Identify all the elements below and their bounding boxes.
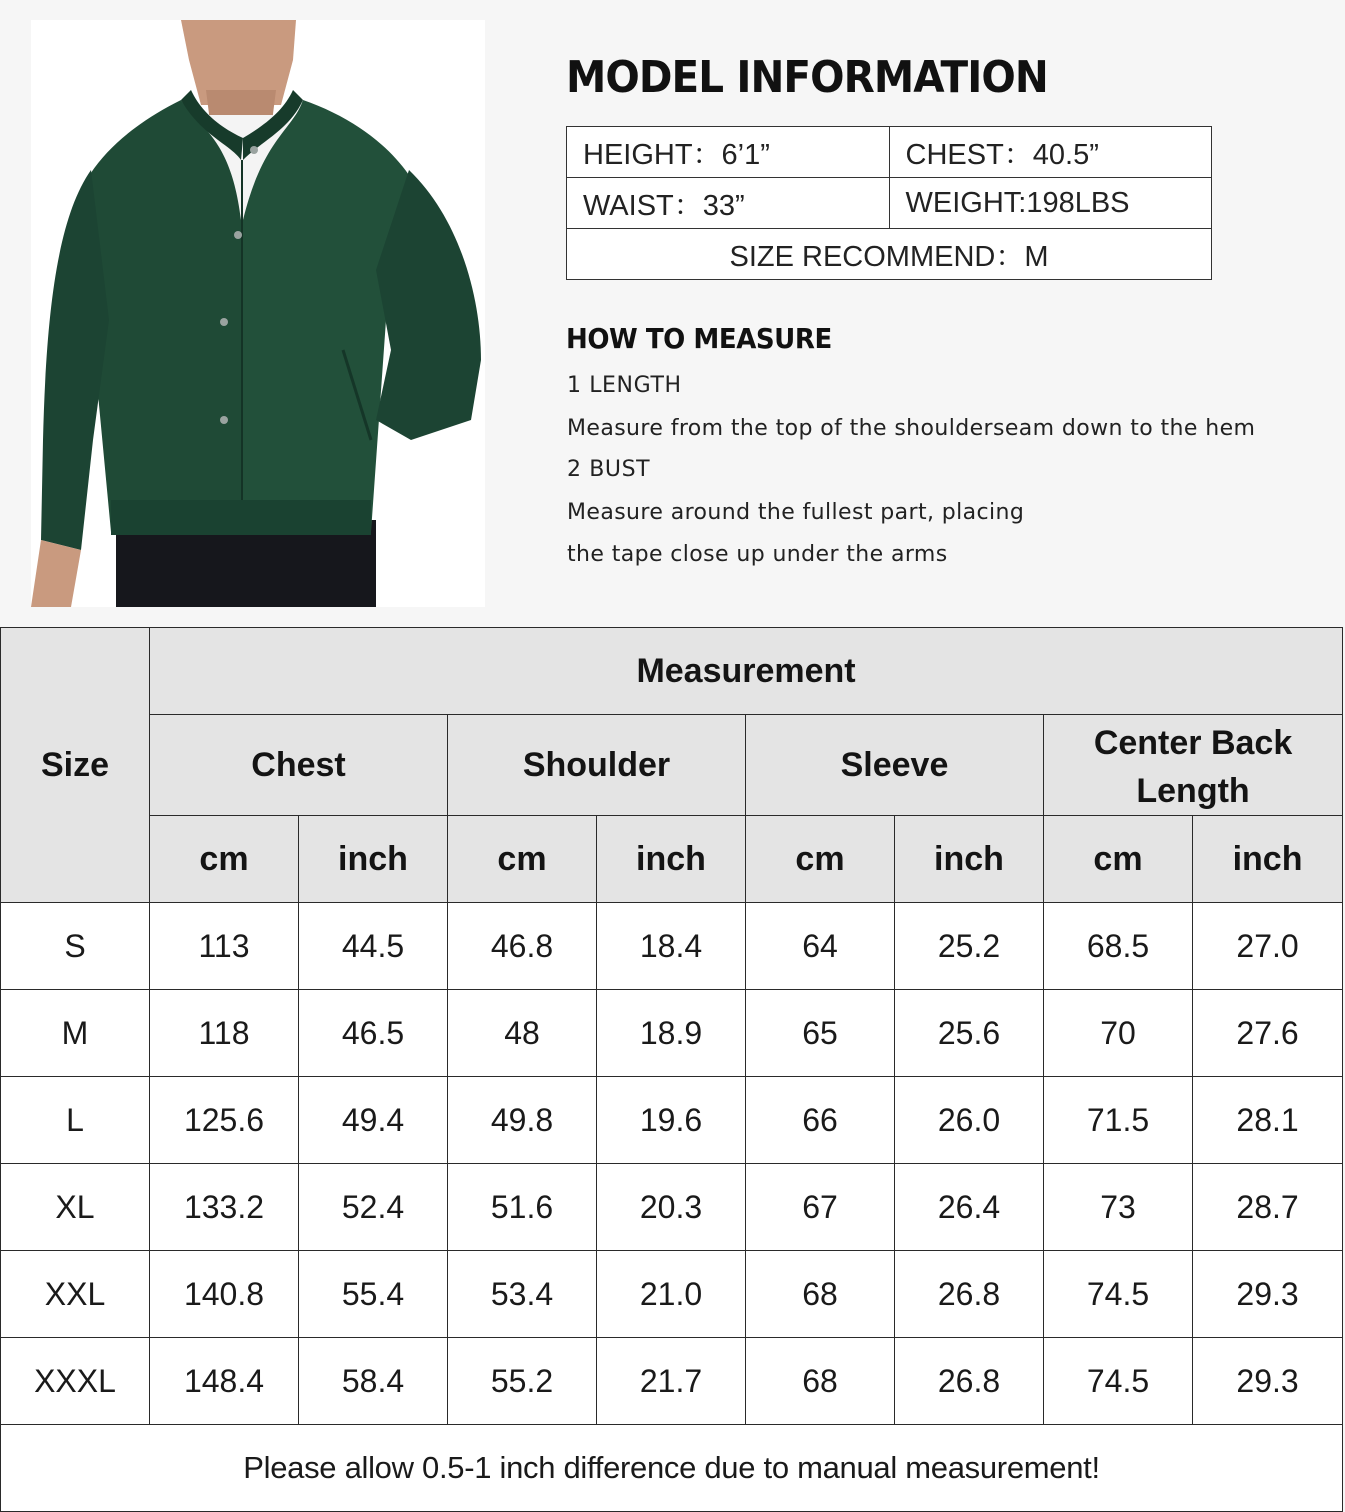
size-chart-table [0, 627, 1343, 1512]
length-step-text: Measure from the top of the shoulderseam down to the hem [567, 416, 1256, 441]
value-cell: 48 [448, 990, 597, 1077]
length-step-title: 1 LENGTH [567, 373, 682, 398]
table-row [1, 990, 1343, 1077]
value-cell: 18.4 [597, 903, 746, 990]
chest-header: Chest [150, 715, 448, 816]
model-weight: WEIGHT:198LBS [889, 178, 1212, 229]
value-cell: 19.6 [597, 1077, 746, 1164]
table-row [1, 1251, 1343, 1338]
value-cell: 113 [150, 903, 299, 990]
size-cell: XL [1, 1164, 150, 1251]
jacket-illustration [31, 20, 485, 607]
bust-step-title: 2 BUST [567, 457, 651, 482]
value-cell: 125.6 [150, 1077, 299, 1164]
value-cell: 29.3 [1193, 1338, 1343, 1425]
bust-step-text-line2: the tape close up under the arms [567, 542, 948, 567]
value-cell: 68 [746, 1338, 895, 1425]
shoulder-header: Shoulder [448, 715, 746, 816]
unit-header: cm [1044, 816, 1193, 903]
value-cell: 67 [746, 1164, 895, 1251]
size-cell: L [1, 1077, 150, 1164]
value-cell: 26.0 [895, 1077, 1044, 1164]
size-cell: M [1, 990, 150, 1077]
value-cell: 26.8 [895, 1338, 1044, 1425]
value-cell: 27.0 [1193, 903, 1343, 990]
value-cell: 46.5 [299, 990, 448, 1077]
center-back-length-header: Center Back Length [1044, 715, 1343, 816]
value-cell: 28.1 [1193, 1077, 1343, 1164]
value-cell: 73 [1044, 1164, 1193, 1251]
unit-header: cm [746, 816, 895, 903]
unit-header: inch [597, 816, 746, 903]
unit-header: inch [299, 816, 448, 903]
unit-header: cm [150, 816, 299, 903]
size-cell: S [1, 903, 150, 990]
value-cell: 28.7 [1193, 1164, 1343, 1251]
model-chest: CHEST：40.5” [889, 127, 1212, 178]
size-header: Size [1, 628, 150, 903]
value-cell: 68.5 [1044, 903, 1193, 990]
measurement-note: Please allow 0.5-1 inch difference due to manual measurement! [1, 1425, 1343, 1512]
value-cell: 74.5 [1044, 1251, 1193, 1338]
value-cell: 26.8 [895, 1251, 1044, 1338]
value-cell: 70 [1044, 990, 1193, 1077]
size-cell: XXL [1, 1251, 150, 1338]
value-cell: 44.5 [299, 903, 448, 990]
model-waist: WAIST：33” [567, 178, 890, 229]
value-cell: 53.4 [448, 1251, 597, 1338]
model-photo [31, 20, 485, 607]
model-information-title: MODEL INFORMATION [566, 52, 1048, 103]
bust-step-text-line1: Measure around the fullest part, placing [567, 500, 1025, 525]
table-row [1, 1164, 1343, 1251]
value-cell: 140.8 [150, 1251, 299, 1338]
measurement-header: Measurement [150, 628, 1343, 715]
value-cell: 21.0 [597, 1251, 746, 1338]
value-cell: 49.4 [299, 1077, 448, 1164]
value-cell: 26.4 [895, 1164, 1044, 1251]
value-cell: 64 [746, 903, 895, 990]
model-information-table [566, 126, 1212, 280]
value-cell: 27.6 [1193, 990, 1343, 1077]
table-row [1, 903, 1343, 990]
value-cell: 51.6 [448, 1164, 597, 1251]
unit-header: inch [1193, 816, 1343, 903]
value-cell: 29.3 [1193, 1251, 1343, 1338]
size-recommend: SIZE RECOMMEND：M [567, 229, 1212, 280]
value-cell: 65 [746, 990, 895, 1077]
sleeve-header: Sleeve [746, 715, 1044, 816]
value-cell: 148.4 [150, 1338, 299, 1425]
how-to-measure-title: HOW TO MEASURE [566, 322, 832, 355]
unit-header: cm [448, 816, 597, 903]
value-cell: 118 [150, 990, 299, 1077]
value-cell: 133.2 [150, 1164, 299, 1251]
unit-header: inch [895, 816, 1044, 903]
value-cell: 25.2 [895, 903, 1044, 990]
value-cell: 71.5 [1044, 1077, 1193, 1164]
value-cell: 55.2 [448, 1338, 597, 1425]
value-cell: 58.4 [299, 1338, 448, 1425]
size-cell: XXXL [1, 1338, 150, 1425]
value-cell: 55.4 [299, 1251, 448, 1338]
value-cell: 46.8 [448, 903, 597, 990]
model-height: HEIGHT：6’1” [567, 127, 890, 178]
value-cell: 66 [746, 1077, 895, 1164]
table-row [1, 1077, 1343, 1164]
value-cell: 18.9 [597, 990, 746, 1077]
value-cell: 25.6 [895, 990, 1044, 1077]
value-cell: 74.5 [1044, 1338, 1193, 1425]
table-row [1, 1338, 1343, 1425]
value-cell: 68 [746, 1251, 895, 1338]
value-cell: 20.3 [597, 1164, 746, 1251]
value-cell: 21.7 [597, 1338, 746, 1425]
value-cell: 49.8 [448, 1077, 597, 1164]
value-cell: 52.4 [299, 1164, 448, 1251]
